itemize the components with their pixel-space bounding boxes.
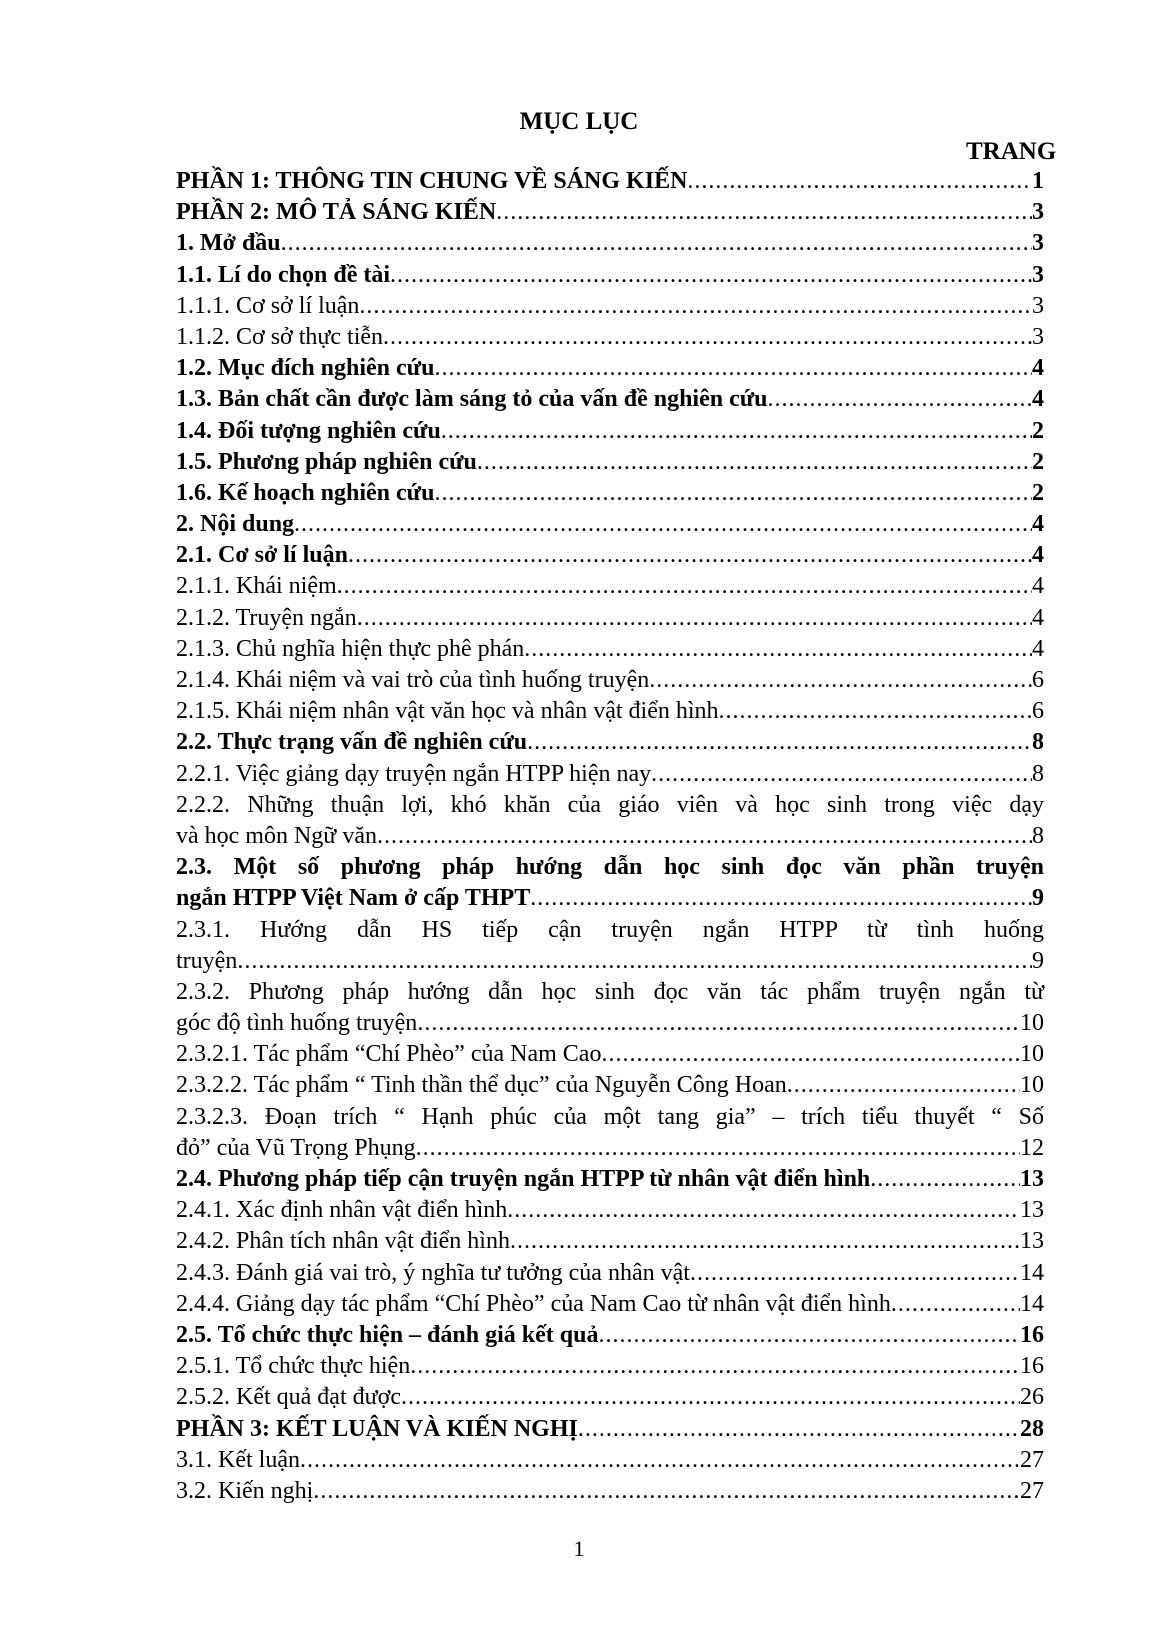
toc-entry-title: 1.1. Lí do chọn đề tài [176,261,391,288]
page-number: 1 [573,1536,585,1561]
toc-entry-title: 2.3.2.3. Đoạn trích “ Hạnh phúc của một tang gia” – trích tiểu thuyết “ Số [176,1103,1044,1130]
toc-entry-page: 3 [1032,292,1044,319]
toc-entry-title: 2.2. Thực trạng vấn đề nghiên cứu [176,729,528,756]
toc-leader-dots [510,1226,1020,1257]
toc-leader-dots [417,1008,1020,1039]
toc-entry-page: 3 [1032,261,1044,288]
toc-entry[interactable] [176,727,1044,758]
toc-entry-page: 2 [1032,448,1044,475]
toc-leader-dots [401,1382,1020,1413]
toc-entry-title: 2.4.2. Phân tích nhân vật điển hình [176,1228,510,1255]
toc-entry[interactable] [176,634,1044,665]
toc-leader-dots [337,571,1032,602]
toc-entry-page: 27 [1020,1477,1044,1504]
toc-entry-title: 2.5. Tổ chức thực hiện – đánh giá kết quả [176,1321,599,1348]
toc-leader-dots [359,291,1032,322]
toc-leader-dots [281,228,1032,259]
toc-leader-dots [390,260,1032,291]
toc-entry-page: 4 [1032,511,1044,538]
toc-entry-page: 10 [1020,1072,1044,1099]
toc-entry-title: 2.5.2. Kết quả đạt được [176,1384,401,1411]
toc-leader-dots [313,1476,1020,1507]
toc-leader-dots [527,727,1032,758]
toc-entry-page: 13 [1020,1197,1044,1224]
toc-leader-dots [601,1039,1020,1070]
toc-entry[interactable] [176,1039,1044,1070]
toc-entry-title: 3.1. Kết luận [176,1446,300,1473]
toc-entry-title: 1.2. Mục đích nghiên cứu [176,355,435,382]
toc-leader-dots [237,946,1032,977]
toc-entry[interactable] [176,1195,1044,1226]
toc-entry[interactable] [176,665,1044,696]
toc-entry[interactable] [176,1382,1044,1413]
toc-entry-page: 1 [1032,168,1044,194]
toc-entry[interactable] [176,1133,1044,1164]
toc-leader-dots [578,1414,1020,1445]
toc-entry-page: 13 [1020,1228,1044,1255]
toc-entry-page: 13 [1020,1166,1044,1192]
toc-entry[interactable] [176,852,1044,883]
toc-entry-title: 1.3. Bản chất cần được làm sáng tỏ của vấn đề nghiên cứu [176,386,768,413]
toc-leader-dots [434,353,1032,384]
toc-entry-title: 2.1.1. Khái niệm [176,573,337,600]
toc-leader-dots [649,665,1032,696]
toc-entry[interactable] [176,1164,1044,1195]
toc-entry-page: 4 [1032,635,1044,662]
toc-entry-page: 2 [1032,417,1044,444]
toc-entry[interactable] [176,447,1044,478]
toc-entry[interactable] [176,1226,1044,1257]
toc-entry[interactable] [176,1289,1044,1320]
toc-entry-page: 26 [1020,1384,1044,1411]
toc-leader-dots [434,478,1032,509]
toc-entry-page: 16 [1020,1321,1044,1348]
toc-leader-dots [870,1164,1020,1195]
toc-entry-title: 2.3. Một số phương pháp hướng dẫn học sinh đọc văn phần truyện [176,854,1044,881]
toc-entry[interactable] [176,821,1044,852]
toc-entry-page: 9 [1032,947,1044,974]
toc-leader-dots [496,197,1032,228]
toc-leader-dots [524,634,1032,665]
table-of-contents [176,166,1044,1507]
toc-entry-title: 2.2.2. Những thuận lợi, khó khăn của giáo viên và học sinh trong việc dạy [176,791,1044,818]
toc-entry-page: 16 [1020,1353,1044,1380]
toc-entry-page: 14 [1020,1290,1044,1317]
toc-entry-page: 6 [1032,667,1044,693]
toc-leader-dots [383,322,1032,353]
toc-entry-title: 2. Nội dung [176,511,295,538]
toc-entry-page: 3 [1032,323,1044,350]
toc-entry-page: 4 [1032,386,1044,413]
toc-entry[interactable] [176,759,1044,790]
toc-entry[interactable] [176,790,1044,821]
toc-entry-title: đỏ” của Vũ Trọng Phụng [176,1134,416,1161]
toc-entry-page: 6 [1032,698,1044,725]
toc-leader-dots [441,416,1032,447]
toc-entry[interactable] [176,1070,1044,1101]
toc-entry[interactable] [176,1320,1044,1351]
toc-leader-dots [377,821,1032,852]
toc-entry-title: 1.6. Kế hoạch nghiên cứu [176,479,435,506]
toc-leader-dots [530,883,1032,914]
toc-entry-page: 3 [1032,230,1044,257]
toc-entry[interactable] [176,603,1044,634]
page-column-header: TRANG [966,138,1057,165]
toc-entry-title: 2.5.1. Tổ chức thực hiện [176,1353,411,1380]
toc-entry[interactable] [176,384,1044,415]
toc-entry-page: 10 [1020,1010,1044,1037]
toc-entry-page: 4 [1032,573,1044,600]
toc-entry[interactable] [176,696,1044,727]
toc-entry[interactable] [176,1102,1044,1133]
toc-leader-dots [687,166,1032,197]
toc-leader-dots [357,603,1032,634]
toc-entry[interactable] [176,416,1044,447]
toc-entry-title: 2.3.2. Phương pháp hướng dẫn học sinh đọc văn tác phẩm truyện ngắn từ [176,978,1044,1005]
toc-entry[interactable] [176,883,1044,914]
toc-entry-title: 2.1.5. Khái niệm nhân vật văn học và nhân vật điển hình [176,698,719,725]
toc-entry[interactable] [176,166,1044,197]
toc-entry-title: góc độ tình huống truyện [176,1010,418,1037]
toc-entry-title: 1.1.1. Cơ sở lí luận [176,292,360,319]
toc-entry-title: ngắn HTPP Việt Nam ở cấp THPT [176,885,531,912]
toc-entry-page: 4 [1032,355,1044,382]
toc-entry[interactable] [176,228,1044,259]
toc-leader-dots [300,1445,1020,1476]
toc-entry-page: 9 [1032,885,1044,912]
toc-entry[interactable] [176,509,1044,540]
toc-entry-title: 2.1. Cơ sở lí luận [176,542,348,569]
toc-entry[interactable] [176,353,1044,384]
toc-entry[interactable] [176,977,1044,1008]
toc-entry[interactable] [176,1445,1044,1476]
toc-leader-dots [416,1133,1020,1164]
toc-entry-page: 8 [1032,729,1044,756]
toc-entry[interactable] [176,1476,1044,1507]
toc-entry[interactable] [176,1008,1044,1039]
toc-entry-title: 2.4.1. Xác định nhân vật điển hình [176,1197,508,1224]
toc-entry-page: 12 [1020,1134,1044,1161]
toc-entry-page: 2 [1032,479,1044,506]
toc-entry-page: 8 [1032,822,1044,849]
toc-entry-title: 1. Mở đầu [176,230,281,257]
toc-entry-page: 10 [1020,1041,1044,1068]
toc-entry-title: và học môn Ngữ văn [176,822,377,849]
toc-title: MỤC LỤC [519,108,639,135]
toc-entry-title: 2.1.3. Chủ nghĩa hiện thực phê phán [176,635,525,662]
toc-entry[interactable] [176,291,1044,322]
toc-leader-dots [651,759,1032,790]
toc-entry[interactable] [176,571,1044,602]
toc-leader-dots [507,1195,1020,1226]
toc-entry-title: PHẦN 1: THÔNG TIN CHUNG VỀ SÁNG KIẾN [176,168,688,194]
toc-leader-dots [348,540,1032,571]
toc-leader-dots [768,384,1033,415]
toc-leader-dots [477,447,1032,478]
toc-entry-title: 3.2. Kiến nghị [176,1477,314,1504]
toc-entry-title: 1.5. Phương pháp nghiên cứu [176,448,477,475]
toc-entry[interactable] [176,260,1044,291]
toc-entry[interactable] [176,1258,1044,1289]
toc-leader-dots [294,509,1032,540]
toc-entry-page: 4 [1032,542,1044,569]
toc-entry-page: 14 [1020,1259,1044,1286]
toc-entry-title: 1.1.2. Cơ sở thực tiễn [176,323,384,350]
toc-leader-dots [891,1289,1020,1320]
toc-entry[interactable] [176,197,1044,228]
toc-entry-title: 2.1.4. Khái niệm và vai trò của tình huống truyện [176,667,650,693]
toc-entry-title: 2.1.2. Truyện ngắn [176,604,357,631]
toc-entry-title: 2.3.1. Hướng dẫn HS tiếp cận truyện ngắn HTPP từ tình huống [176,916,1044,943]
toc-entry-title: truyện [176,947,238,974]
toc-entry[interactable] [176,1414,1044,1445]
toc-entry-title: PHẦN 3: KẾT LUẬN VÀ KIẾN NGHỊ [176,1415,578,1442]
toc-entry-page: 3 [1032,199,1044,226]
toc-entry-title: 2.4. Phương pháp tiếp cận truyện ngắn HTPP từ nhân vật điển hình [176,1166,871,1192]
toc-entry-title: 2.2.1. Việc giảng dạy truyện ngắn HTPP hiện nay [176,760,652,787]
toc-leader-dots [787,1070,1020,1101]
toc-leader-dots [410,1351,1020,1382]
toc-entry-title: PHẦN 2: MÔ TẢ SÁNG KIẾN [176,199,497,226]
toc-entry-title: 2.4.4. Giảng dạy tác phẩm “Chí Phèo” của Nam Cao từ nhân vật điển hình [176,1290,891,1317]
toc-entry-page: 8 [1032,760,1044,787]
toc-entry[interactable] [176,1351,1044,1382]
toc-entry-title: 2.4.3. Đánh giá vai trò, ý nghĩa tư tưởng của nhân vật [176,1259,690,1286]
toc-entry[interactable] [176,915,1044,946]
toc-entry-title: 2.3.2.2. Tác phẩm “ Tinh thần thể dục” của Nguyễn Công Hoan [176,1072,787,1099]
toc-entry[interactable] [176,540,1044,571]
toc-leader-dots [598,1320,1020,1351]
toc-entry[interactable] [176,478,1044,509]
toc-entry-page: 28 [1020,1415,1044,1442]
toc-entry-page: 27 [1020,1446,1044,1473]
toc-entry[interactable] [176,322,1044,353]
toc-entry[interactable] [176,946,1044,977]
toc-leader-dots [690,1258,1020,1289]
toc-entry-page: 4 [1032,604,1044,631]
toc-leader-dots [719,696,1032,727]
toc-entry-title: 2.3.2.1. Tác phẩm “Chí Phèo” của Nam Cao [176,1041,602,1068]
toc-entry-title: 1.4. Đối tượng nghiên cứu [176,417,441,444]
